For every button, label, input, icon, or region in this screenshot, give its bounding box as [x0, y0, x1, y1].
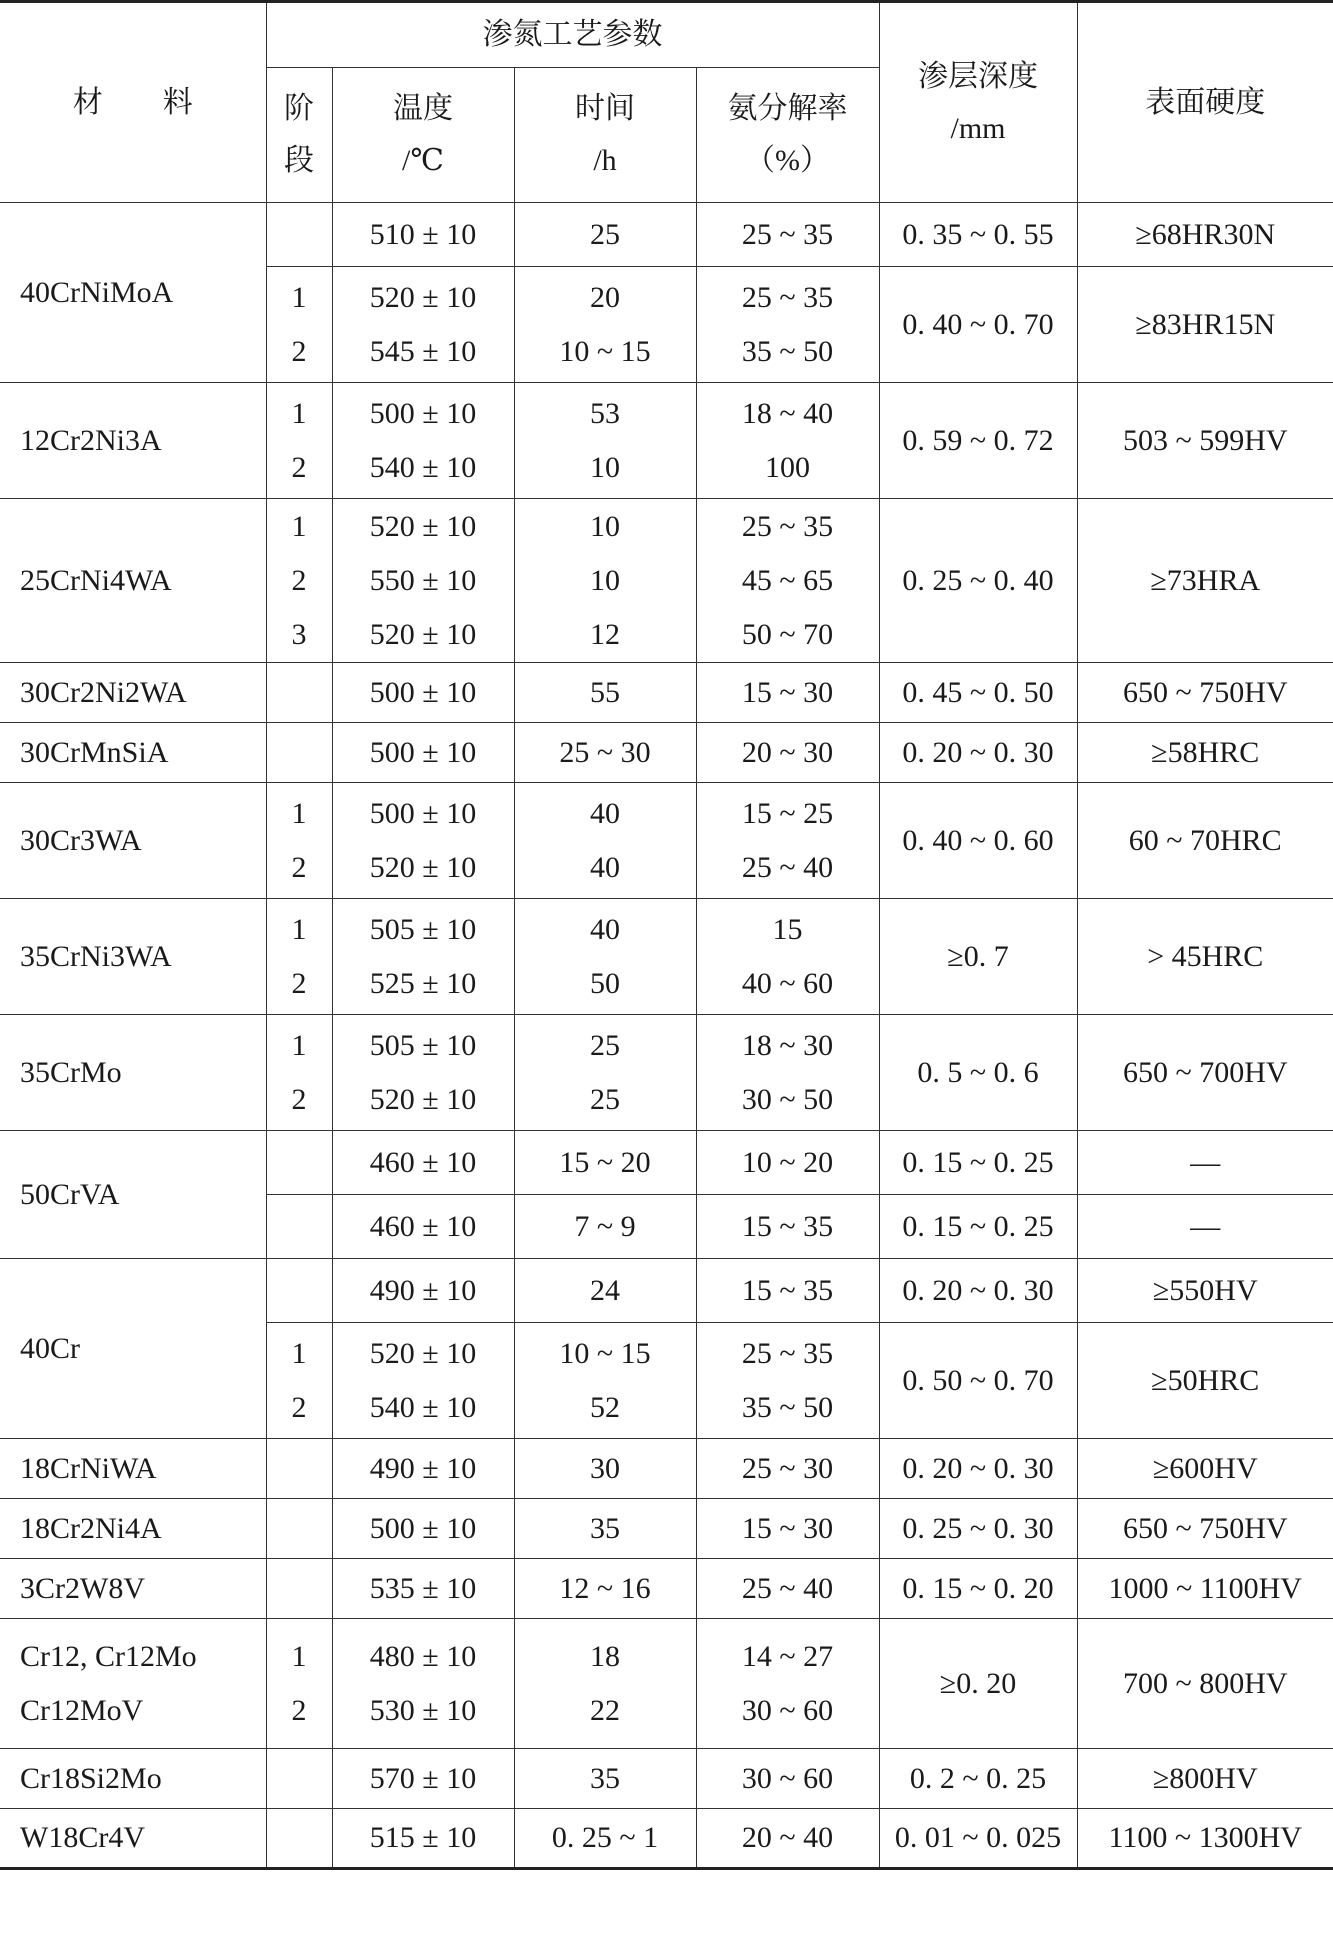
material-cell — [0, 1749, 266, 1809]
stage-cell-line: 2 — [291, 850, 307, 884]
ammonia-cell — [696, 1195, 879, 1259]
stage-cell — [266, 1259, 332, 1323]
time-cell-line: 53 — [590, 396, 620, 430]
time-cell — [514, 1195, 696, 1259]
stage-cell-line: 1 — [291, 1336, 307, 1370]
table-row — [0, 499, 1333, 663]
hardness-cell: ≥600HV — [1077, 1439, 1333, 1499]
ammonia-cell-line: 100 — [765, 450, 810, 484]
stage-cell — [266, 499, 332, 663]
material-cell-line: 35CrNi3WA — [20, 939, 172, 973]
depth-cell: 0. 25 ~ 0. 30 — [879, 1499, 1077, 1559]
stage-cell — [266, 1439, 332, 1499]
header-time-label: 时间 — [575, 92, 635, 125]
stage-cell — [266, 899, 332, 1015]
material-cell — [0, 1131, 266, 1259]
stage-cell — [266, 1499, 332, 1559]
stage-cell-line: 1 — [291, 509, 307, 543]
header-hardness: 表面硬度 — [1077, 2, 1333, 203]
temperature-cell-line: 520 ± 10 — [369, 617, 477, 651]
stage-cell — [266, 1809, 332, 1869]
ammonia-cell — [696, 203, 879, 267]
ammonia-cell — [696, 1259, 879, 1323]
temperature-cell-line: 535 ± 10 — [369, 1571, 477, 1605]
hardness-cell: ≥58HRC — [1077, 723, 1333, 783]
stage-cell-line: 2 — [291, 450, 307, 484]
time-cell-line: 12 ~ 16 — [559, 1571, 651, 1605]
time-cell-line: 40 — [590, 796, 620, 830]
ammonia-cell-line: 30 ~ 60 — [741, 1693, 834, 1727]
temperature-cell-line: 500 ± 10 — [369, 796, 477, 830]
hardness-cell: 650 ~ 750HV — [1077, 1499, 1333, 1559]
temperature-cell-line: 520 ± 10 — [369, 1082, 477, 1116]
ammonia-cell-line: 25 ~ 30 — [741, 1451, 834, 1485]
ammonia-cell — [696, 663, 879, 723]
material-cell-line: 25CrNi4WA — [20, 563, 172, 597]
ammonia-cell-line: 25 ~ 40 — [741, 850, 834, 884]
time-cell-line: 12 — [590, 617, 620, 651]
stage-cell — [266, 267, 332, 383]
time-cell-line: 10 — [590, 563, 620, 597]
time-cell — [514, 783, 696, 899]
time-cell — [514, 1499, 696, 1559]
header-depth-unit: /mm — [950, 111, 1006, 145]
ammonia-cell-line: 20 ~ 40 — [741, 1821, 834, 1854]
temperature-cell-line: 480 ± 10 — [369, 1639, 477, 1673]
temperature-cell — [332, 723, 514, 783]
header-time-unit: /h — [593, 144, 617, 177]
time-cell-line: 35 — [590, 1511, 620, 1545]
ammonia-cell-line: 15 ~ 30 — [741, 1511, 834, 1545]
header-depth-label: 渗层深度 — [918, 59, 1038, 93]
material-cell — [0, 499, 266, 663]
ammonia-cell-line: 18 ~ 40 — [741, 396, 834, 430]
time-cell — [514, 1131, 696, 1195]
ammonia-cell-line: 25 ~ 40 — [741, 1571, 834, 1605]
material-cell-line: W18Cr4V — [20, 1821, 145, 1854]
ammonia-cell — [696, 783, 879, 899]
stage-cell-line: 1 — [291, 796, 307, 830]
time-cell — [514, 1323, 696, 1439]
ammonia-cell — [696, 899, 879, 1015]
hardness-cell: ≥73HRA — [1077, 499, 1333, 663]
hardness-cell: ≥68HR30N — [1077, 203, 1333, 267]
hardness-cell: 503 ~ 599HV — [1077, 383, 1333, 499]
header-ammonia — [696, 68, 879, 203]
material-cell — [0, 383, 266, 499]
depth-cell: ≥0. 20 — [879, 1619, 1077, 1749]
table-row — [0, 1259, 1333, 1323]
header-depth — [879, 2, 1077, 203]
material-cell — [0, 899, 266, 1015]
material-cell-line: 35CrMo — [20, 1055, 122, 1089]
table-row — [0, 899, 1333, 1015]
table-row — [0, 1559, 1333, 1619]
stage-cell-line: 3 — [291, 617, 307, 651]
header-time — [514, 68, 696, 203]
depth-cell: 0. 2 ~ 0. 25 — [879, 1749, 1077, 1809]
header-stage-line1: 阶 — [284, 92, 314, 125]
table-row — [0, 203, 1333, 267]
temperature-cell — [332, 267, 514, 383]
time-cell — [514, 1559, 696, 1619]
time-cell — [514, 1439, 696, 1499]
depth-cell: 0. 25 ~ 0. 40 — [879, 499, 1077, 663]
hardness-cell: ≥83HR15N — [1077, 267, 1333, 383]
material-cell-line: 30Cr3WA — [20, 823, 142, 857]
ammonia-cell-line: 25 ~ 35 — [741, 217, 834, 251]
time-cell — [514, 1809, 696, 1869]
hardness-cell: — — [1077, 1131, 1333, 1195]
stage-cell-line: 1 — [291, 280, 307, 314]
temperature-cell-line: 505 ± 10 — [369, 1028, 477, 1062]
temperature-cell — [332, 1619, 514, 1749]
stage-cell — [266, 1619, 332, 1749]
temperature-cell — [332, 1323, 514, 1439]
ammonia-cell — [696, 1749, 879, 1809]
material-cell — [0, 1499, 266, 1559]
time-cell-line: 40 — [590, 912, 620, 946]
table-row — [0, 783, 1333, 899]
temperature-cell — [332, 899, 514, 1015]
ammonia-cell-line: 30 ~ 50 — [741, 1082, 834, 1116]
hardness-cell: ≥50HRC — [1077, 1323, 1333, 1439]
stage-cell — [266, 383, 332, 499]
time-cell-line: 0. 25 ~ 1 — [551, 1821, 659, 1854]
temperature-cell-line: 540 ± 10 — [369, 450, 477, 484]
stage-cell — [266, 1323, 332, 1439]
material-cell — [0, 723, 266, 783]
stage-cell-line: 2 — [291, 334, 307, 368]
temperature-cell — [332, 383, 514, 499]
hardness-cell: ≥800HV — [1077, 1749, 1333, 1809]
header-process-params: 渗氮工艺参数 — [266, 2, 879, 68]
time-cell-line: 10 — [590, 450, 620, 484]
temperature-cell — [332, 783, 514, 899]
temperature-cell-line: 520 ± 10 — [369, 509, 477, 543]
ammonia-cell-line: 15 ~ 30 — [741, 675, 834, 709]
ammonia-cell — [696, 723, 879, 783]
temperature-cell — [332, 499, 514, 663]
ammonia-cell — [696, 1131, 879, 1195]
depth-cell: 0. 15 ~ 0. 25 — [879, 1131, 1077, 1195]
time-cell-line: 25 — [590, 217, 620, 251]
depth-cell: 0. 40 ~ 0. 70 — [879, 267, 1077, 383]
material-cell — [0, 1439, 266, 1499]
stage-cell — [266, 723, 332, 783]
hardness-cell: 60 ~ 70HRC — [1077, 783, 1333, 899]
depth-cell: 0. 59 ~ 0. 72 — [879, 383, 1077, 499]
stage-cell-line: 1 — [291, 1639, 307, 1673]
ammonia-cell-line: 30 ~ 60 — [741, 1761, 834, 1795]
time-cell — [514, 1619, 696, 1749]
time-cell — [514, 723, 696, 783]
temperature-cell-line: 500 ± 10 — [369, 1511, 477, 1545]
stage-cell-line: 1 — [291, 1028, 307, 1062]
depth-cell: 0. 20 ~ 0. 30 — [879, 1259, 1077, 1323]
stage-cell-line: 2 — [291, 563, 307, 597]
material-cell-line: 3Cr2W8V — [20, 1571, 145, 1605]
hardness-cell: — — [1077, 1195, 1333, 1259]
stage-cell — [266, 783, 332, 899]
stage-cell-line: 2 — [291, 966, 307, 1000]
temperature-cell-line: 460 ± 10 — [369, 1209, 477, 1243]
ammonia-cell — [696, 1499, 879, 1559]
ammonia-cell-line: 15 ~ 35 — [741, 1273, 834, 1307]
table-row — [0, 383, 1333, 499]
hardness-cell: 650 ~ 750HV — [1077, 663, 1333, 723]
depth-cell: 0. 15 ~ 0. 20 — [879, 1559, 1077, 1619]
depth-cell: 0. 35 ~ 0. 55 — [879, 203, 1077, 267]
material-cell — [0, 1015, 266, 1131]
depth-cell: 0. 20 ~ 0. 30 — [879, 723, 1077, 783]
table-row — [0, 1619, 1333, 1749]
temperature-cell-line: 530 ± 10 — [369, 1693, 477, 1727]
time-cell — [514, 499, 696, 663]
temperature-cell — [332, 1809, 514, 1869]
temperature-cell — [332, 1559, 514, 1619]
stage-cell — [266, 1131, 332, 1195]
ammonia-cell — [696, 383, 879, 499]
ammonia-cell-line: 25 ~ 35 — [741, 1336, 834, 1370]
time-cell — [514, 1749, 696, 1809]
temperature-cell-line: 520 ± 10 — [369, 850, 477, 884]
time-cell — [514, 267, 696, 383]
ammonia-cell-line: 10 ~ 20 — [741, 1145, 834, 1179]
time-cell-line: 25 — [590, 1028, 620, 1062]
stage-cell — [266, 1749, 332, 1809]
material-cell-line: Cr18Si2Mo — [20, 1761, 162, 1795]
time-cell-line: 40 — [590, 850, 620, 884]
header-ammonia-label: 氨分解率 — [727, 92, 848, 125]
table-body — [0, 203, 1333, 1869]
table-row — [0, 1131, 1333, 1195]
temperature-cell — [332, 1439, 514, 1499]
stage-cell — [266, 1559, 332, 1619]
ammonia-cell-line: 25 ~ 35 — [741, 280, 834, 314]
stage-cell-line: 2 — [291, 1082, 307, 1116]
time-cell-line: 7 ~ 9 — [574, 1209, 636, 1243]
time-cell — [514, 383, 696, 499]
time-cell-line: 50 — [590, 966, 620, 1000]
hardness-cell: 1000 ~ 1100HV — [1077, 1559, 1333, 1619]
ammonia-cell — [696, 1809, 879, 1869]
temperature-cell-line: 500 ± 10 — [369, 396, 477, 430]
header-temperature — [332, 68, 514, 203]
time-cell-line: 15 ~ 20 — [559, 1145, 651, 1179]
header-temperature-label: 温度 — [393, 92, 453, 125]
stage-cell-line: 2 — [291, 1693, 307, 1727]
hardness-cell: 1100 ~ 1300HV — [1077, 1809, 1333, 1869]
temperature-cell-line: 500 ± 10 — [369, 735, 477, 769]
stage-cell — [266, 203, 332, 267]
ammonia-cell — [696, 499, 879, 663]
material-cell-line: 18Cr2Ni4A — [20, 1511, 162, 1545]
temperature-cell-line: 510 ± 10 — [369, 217, 477, 251]
hardness-cell: ≥550HV — [1077, 1259, 1333, 1323]
depth-cell: 0. 40 ~ 0. 60 — [879, 783, 1077, 899]
ammonia-cell-line: 35 ~ 50 — [741, 334, 834, 368]
depth-cell: 0. 15 ~ 0. 25 — [879, 1195, 1077, 1259]
time-cell-line: 55 — [590, 675, 620, 709]
time-cell-line: 20 — [590, 280, 620, 314]
time-cell-line: 24 — [590, 1273, 620, 1307]
temperature-cell-line: 525 ± 10 — [369, 966, 477, 1000]
material-cell-line: 30Cr2Ni2WA — [20, 675, 187, 709]
temperature-cell-line: 540 ± 10 — [369, 1390, 477, 1424]
header-stage-line2: 段 — [284, 144, 314, 177]
ammonia-cell — [696, 1619, 879, 1749]
ammonia-cell-line: 18 ~ 30 — [741, 1028, 834, 1062]
depth-cell: 0. 5 ~ 0. 6 — [879, 1015, 1077, 1131]
header-material: 材 料 — [0, 2, 266, 203]
temperature-cell — [332, 663, 514, 723]
ammonia-cell-line: 15 ~ 25 — [741, 796, 834, 830]
hardness-cell: 700 ~ 800HV — [1077, 1619, 1333, 1749]
ammonia-cell-line: 25 ~ 35 — [741, 509, 834, 543]
ammonia-cell — [696, 1015, 879, 1131]
temperature-cell — [332, 1749, 514, 1809]
time-cell-line: 10 — [590, 509, 620, 543]
temperature-cell — [332, 1499, 514, 1559]
material-cell — [0, 1809, 266, 1869]
temperature-cell-line: 500 ± 10 — [369, 675, 477, 709]
time-cell — [514, 899, 696, 1015]
time-cell-line: 18 — [590, 1639, 620, 1673]
material-cell — [0, 203, 266, 383]
temperature-cell — [332, 203, 514, 267]
depth-cell: 0. 45 ~ 0. 50 — [879, 663, 1077, 723]
table-row — [0, 663, 1333, 723]
stage-cell — [266, 1195, 332, 1259]
time-cell-line: 10 ~ 15 — [559, 1336, 651, 1370]
time-cell — [514, 203, 696, 267]
hardness-cell: > 45HRC — [1077, 899, 1333, 1015]
ammonia-cell-line: 15 — [772, 912, 803, 946]
temperature-cell-line: 550 ± 10 — [369, 563, 477, 597]
depth-cell: ≥0. 7 — [879, 899, 1077, 1015]
material-cell-line: 40CrNiMoA — [20, 275, 174, 309]
depth-cell: 0. 50 ~ 0. 70 — [879, 1323, 1077, 1439]
table-row — [0, 1015, 1333, 1131]
depth-cell: 0. 20 ~ 0. 30 — [879, 1439, 1077, 1499]
temperature-cell — [332, 1259, 514, 1323]
stage-cell — [266, 663, 332, 723]
temperature-cell-line: 490 ± 10 — [369, 1273, 477, 1307]
header-temperature-unit: /℃ — [402, 144, 444, 177]
time-cell-line: 10 ~ 15 — [559, 334, 651, 368]
header-stage — [266, 68, 332, 203]
ammonia-cell-line: 35 ~ 50 — [741, 1390, 834, 1424]
hardness-cell: 650 ~ 700HV — [1077, 1015, 1333, 1131]
material-cell — [0, 663, 266, 723]
table-row — [0, 1439, 1333, 1499]
time-cell-line: 22 — [590, 1693, 620, 1727]
temperature-cell-line: 490 ± 10 — [369, 1451, 477, 1485]
ammonia-cell — [696, 1323, 879, 1439]
material-cell — [0, 1559, 266, 1619]
time-cell-line: 30 — [590, 1451, 620, 1485]
material-cell-line: 30CrMnSiA — [20, 735, 169, 769]
ammonia-cell — [696, 1439, 879, 1499]
time-cell-line: 52 — [590, 1390, 620, 1424]
time-cell — [514, 1259, 696, 1323]
header-ammonia-unit: （%） — [745, 144, 830, 177]
ammonia-cell-line: 40 ~ 60 — [741, 966, 834, 1000]
time-cell — [514, 1015, 696, 1131]
temperature-cell-line: 460 ± 10 — [369, 1145, 477, 1179]
ammonia-cell-line: 50 ~ 70 — [741, 617, 834, 651]
temperature-cell-line: 545 ± 10 — [369, 334, 477, 368]
material-cell — [0, 1259, 266, 1439]
material-cell-line: Cr12, Cr12Mo — [20, 1639, 197, 1673]
stage-cell — [266, 1015, 332, 1131]
table-row — [0, 1499, 1333, 1559]
material-cell-line: 18CrNiWA — [20, 1451, 157, 1485]
ammonia-cell — [696, 267, 879, 383]
stage-cell-line: 1 — [291, 912, 307, 946]
depth-cell: 0. 01 ~ 0. 025 — [879, 1809, 1077, 1869]
material-cell — [0, 1619, 266, 1749]
material-cell-line: 12Cr2Ni3A — [20, 423, 162, 457]
material-cell — [0, 783, 266, 899]
ammonia-cell-line: 45 ~ 65 — [741, 563, 834, 597]
temperature-cell-line: 570 ± 10 — [369, 1761, 477, 1795]
ammonia-cell-line: 20 ~ 30 — [741, 735, 834, 769]
ammonia-cell — [696, 1559, 879, 1619]
ammonia-cell-line: 14 ~ 27 — [741, 1639, 834, 1673]
time-cell-line: 25 — [590, 1082, 620, 1116]
temperature-cell-line: 520 ± 10 — [369, 280, 477, 314]
stage-cell-line: 2 — [291, 1390, 307, 1424]
table-row — [0, 723, 1333, 783]
ammonia-cell-line: 15 ~ 35 — [741, 1209, 834, 1243]
temperature-cell-line: 515 ± 10 — [369, 1821, 477, 1854]
material-cell-line: 50CrVA — [20, 1177, 120, 1211]
material-cell-line: 40Cr — [20, 1331, 80, 1365]
table-row — [0, 1749, 1333, 1809]
temperature-cell — [332, 1015, 514, 1131]
time-cell — [514, 663, 696, 723]
temperature-cell-line: 505 ± 10 — [369, 912, 477, 946]
time-cell-line: 35 — [590, 1761, 620, 1795]
temperature-cell — [332, 1195, 514, 1259]
time-cell-line: 25 ~ 30 — [559, 735, 651, 769]
temperature-cell — [332, 1131, 514, 1195]
stage-cell-line: 1 — [291, 396, 307, 430]
material-cell-line: Cr12MoV — [20, 1693, 144, 1727]
table-row — [0, 1809, 1333, 1869]
temperature-cell-line: 520 ± 10 — [369, 1336, 477, 1370]
